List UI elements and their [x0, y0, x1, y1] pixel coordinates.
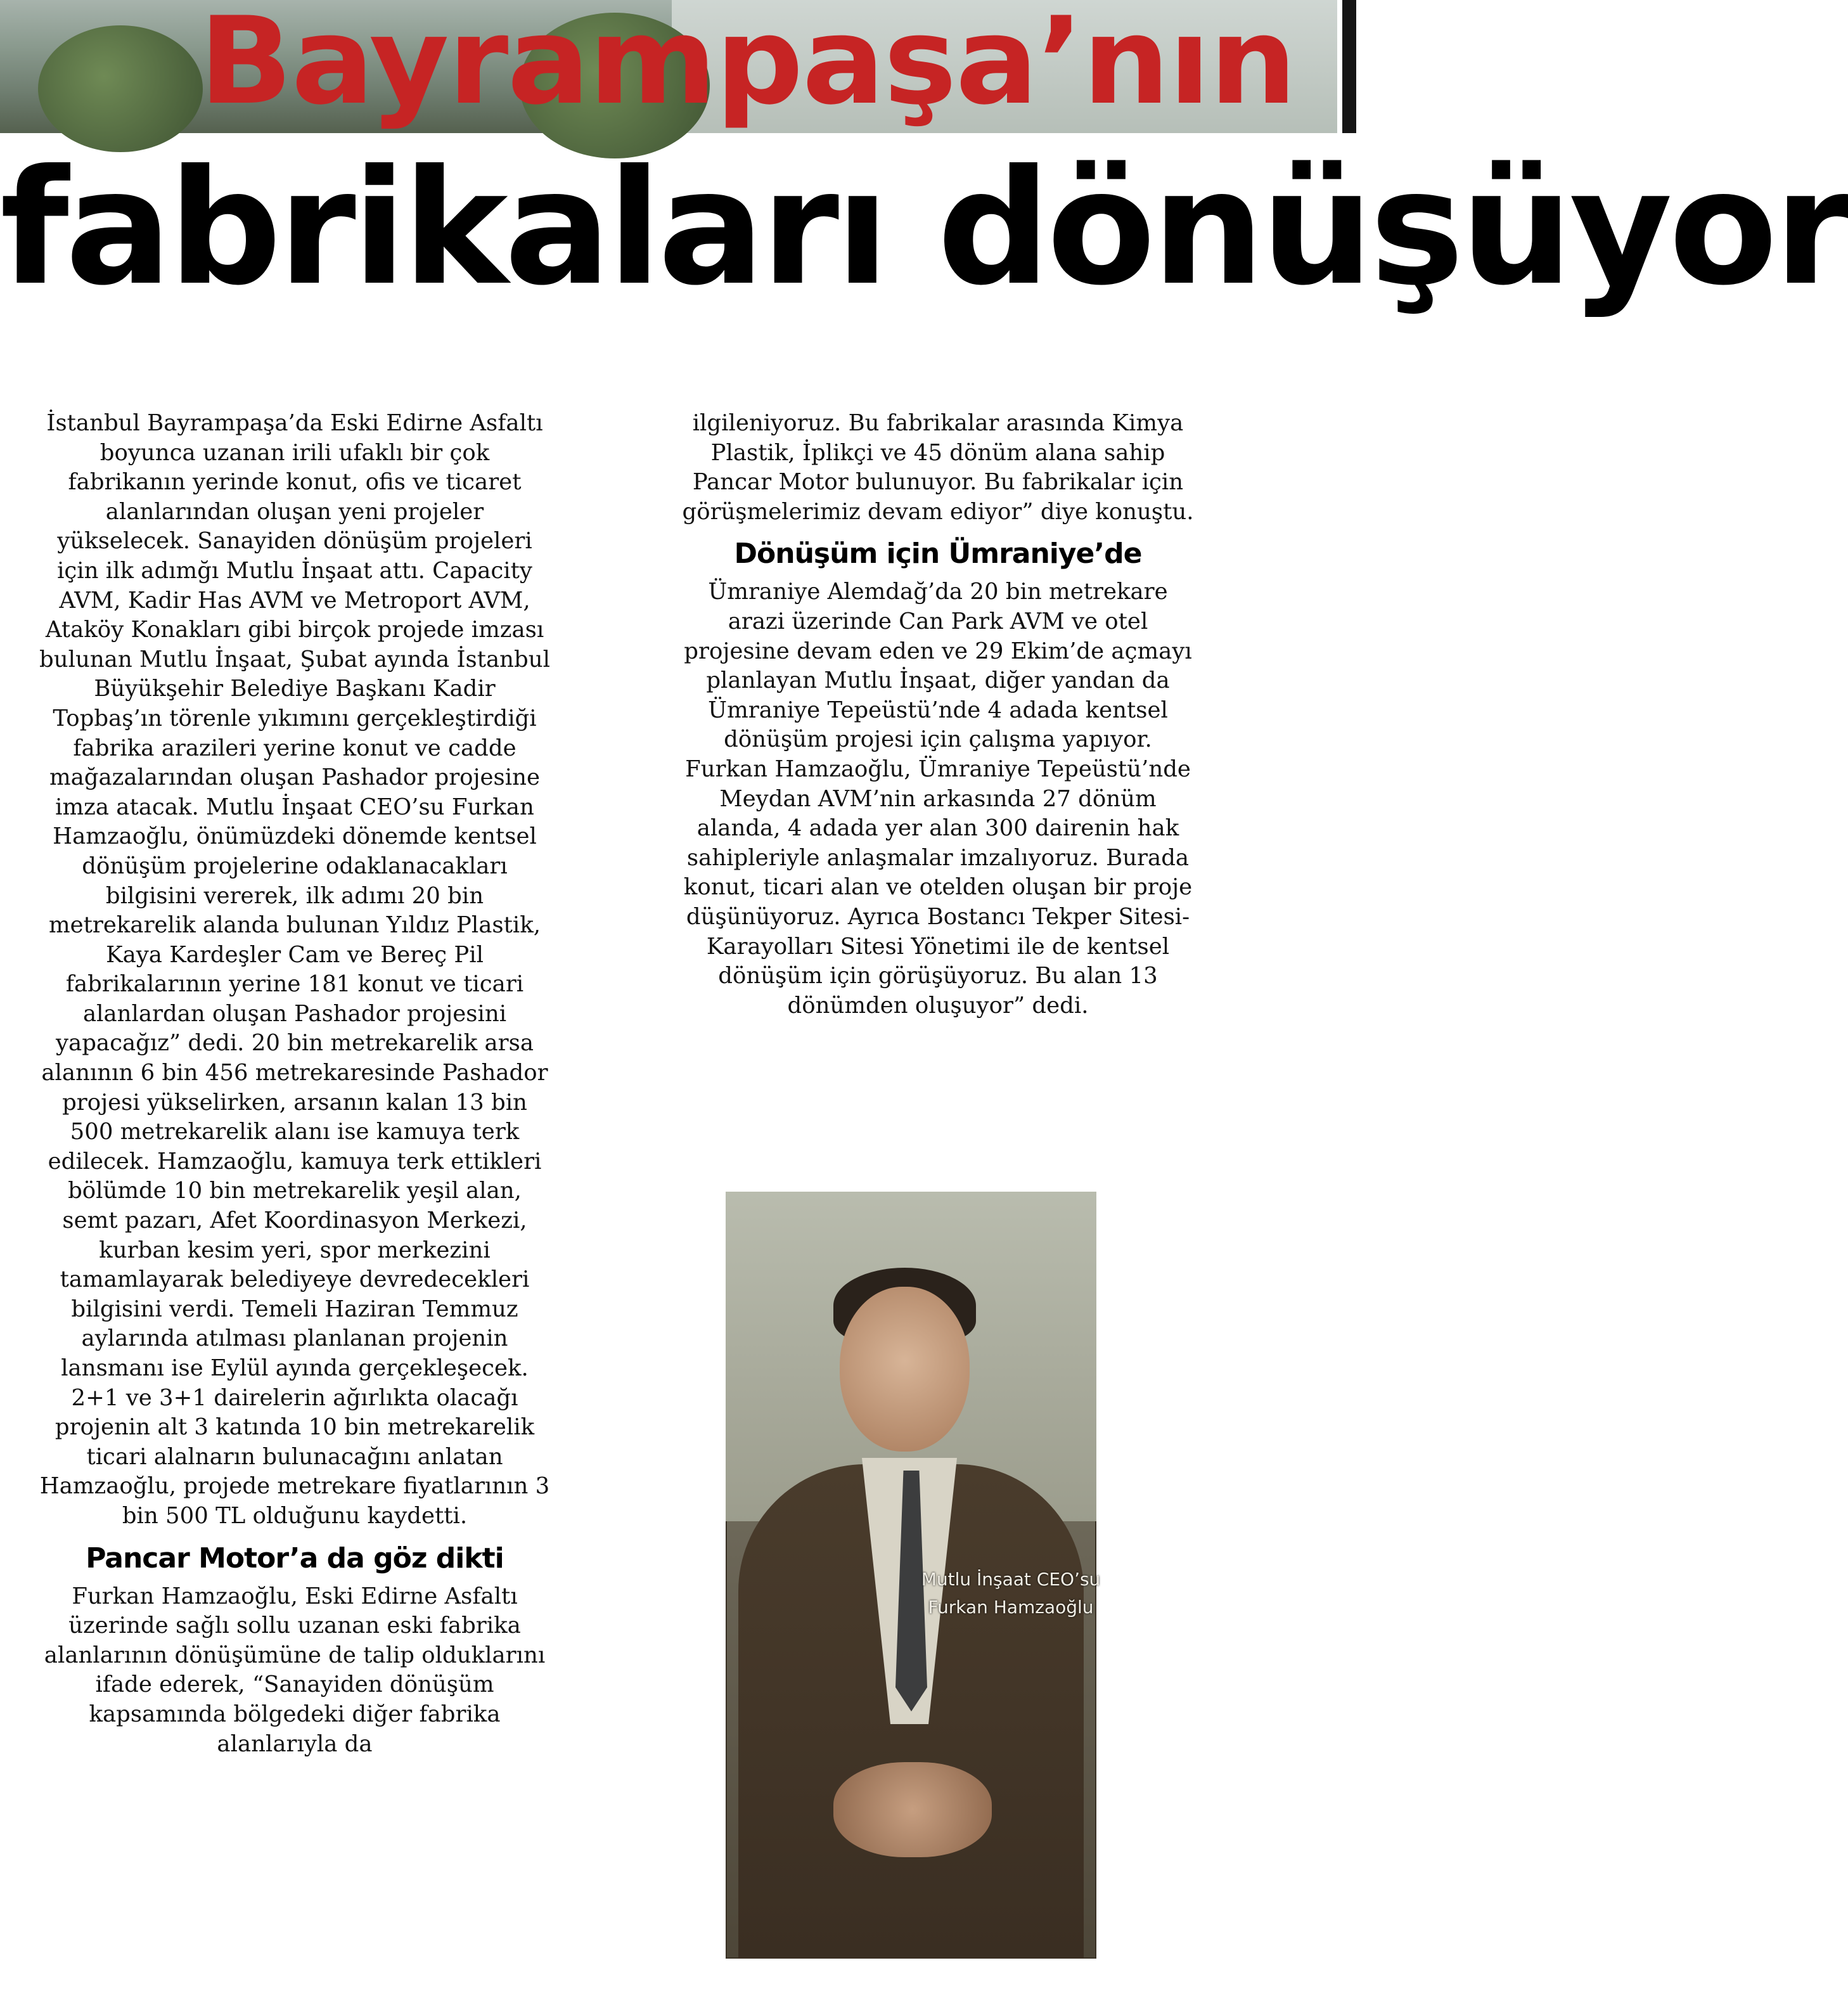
- hands: [833, 1762, 992, 1857]
- article-column-left: [38, 409, 551, 1759]
- headline: fabrikaları dönüşüyor: [0, 136, 1848, 320]
- photo-caption: Mutlu İnşaat CEO’su Furkan Hamzaoğlu: [921, 1569, 1101, 1618]
- body-paragraph: Ümraniye Alemdağ’da 20 bin metrekare arazi üzerinde Can Park AVM ve otel projesine devam eden ve 29 Ekim’de açmayı planlayan Mutlu İnşaat, diğer yandan da Ümraniye Tepeüstü’nde 4 adada kentsel dönüşüm projesi için çalışma yapıyor. Furkan Hamzaoğlu, Ümraniye Tepeüstü’nde Meydan AVM’nin arkasında 27 dönüm alanda, 4 adada yer alan 300 dairenin hak sahipleriyle anlaşmalar imzalıyoruz. Burada konut, ticari alan ve otelden oluşan bir proje düşünüyoruz. Ayrıca Bostancı Tekper Sitesi-Karayolları Sitesi Yönetimi ile de kentsel dönüşüm için görüşüyoruz. Bu alan 13 dönümden oluşuyor” dedi.: [683, 579, 1193, 1019]
- headline-kicker: Bayrampaşa’nın: [199, 0, 1296, 131]
- body-paragraph: İstanbul Bayrampaşa’da Eski Edirne Asfaltı boyunca uzanan irili ufaklı bir çok fabrikanın yerinde konut, ofis ve ticaret alanlarından oluşan yeni projeler yükselecek. Sanayiden dönüşüm projeleri için ilk adımğı Mutlu İnşaat attı. Capacity AVM, Kadir Has AVM ve Metroport AVM, Ataköy Konakları gibi birçok projede imzası bulunan Mutlu İnşaat, Şubat ayında İstanbul Büyükşehir Belediye Başkanı Kadir Topbaş’ın törenle yıkımını gerçekleştirdiği fabrika arazileri yerine konut ve cadde mağazalarından oluşan Pashador projesine imza atacak. Mutlu İnşaat CEO’su Furkan Hamzaoğlu, önümüzdeki dönemde kentsel dönüşüm projelerine odaklanacakları bilgisini vererek, ilk adımı 20 bin metrekarelik alanda bulunan Yıldız Plastik, Kaya Kardeşler Cam ve Bereç Pil fabrikalarının yerine 181 konut ve ticari alanlardan oluşan Pashador projesini yapacağız” dedi. 20 bin metrekarelik arsa alanının 6 bin 456 metrekaresinde Pashador projesi yükselirken, arsanın kalan 13 bin 500 metrekarelik alanı ise kamuya terk edilecek. Hamzaoğlu, kamuya terk ettikleri bölümde 10 bin metrekarelik yeşil alan, semt pazarı, Afet Koordinasyon Merkezi, kurban kesim yeri, spor merkezini tamamlayarak belediyeye devredecekleri bilgisini verdi. Temeli Haziran Temmuz aylarında atılması planlanan projenin lansmanı ise Eylül ayında gerçekleşecek. 2+1 ve 3+1 dairelerin ağırlıkta olacağı projenin alt 3 katında 10 bin metrekarelik ticari alalnarın bulunacağını anlatan Hamzaoğlu, projede metrekare fiyatlarının 3 bin 500 TL olduğunu kaydetti.: [39, 410, 550, 1529]
- subheading: Pancar Motor’a da göz dikti: [86, 1542, 504, 1575]
- article-column-right: [681, 409, 1195, 1021]
- photo-border: [1342, 0, 1356, 133]
- tree: [38, 25, 203, 152]
- subheading: Dönüşüm için Ümraniye’de: [734, 538, 1142, 570]
- face: [840, 1287, 970, 1452]
- body-paragraph: Furkan Hamzaoğlu, Eski Edirne Asfaltı üzerinde sağlı sollu uzanan eski fabrika alanlarının dönüşümüne de talip olduklarını ifade ederek, “Sanayiden dönüşüm kapsamında bölgedeki diğer fabrika alanlarıyla da: [44, 1583, 546, 1757]
- body-paragraph: ilgileniyoruz. Bu fabrikalar arasında Kimya Plastik, İplikçi ve 45 dönüm alana sahip Pancar Motor bulunuyor. Bu fabrikalar için görüşmelerimiz devam ediyor” diye konuştu.: [682, 410, 1194, 525]
